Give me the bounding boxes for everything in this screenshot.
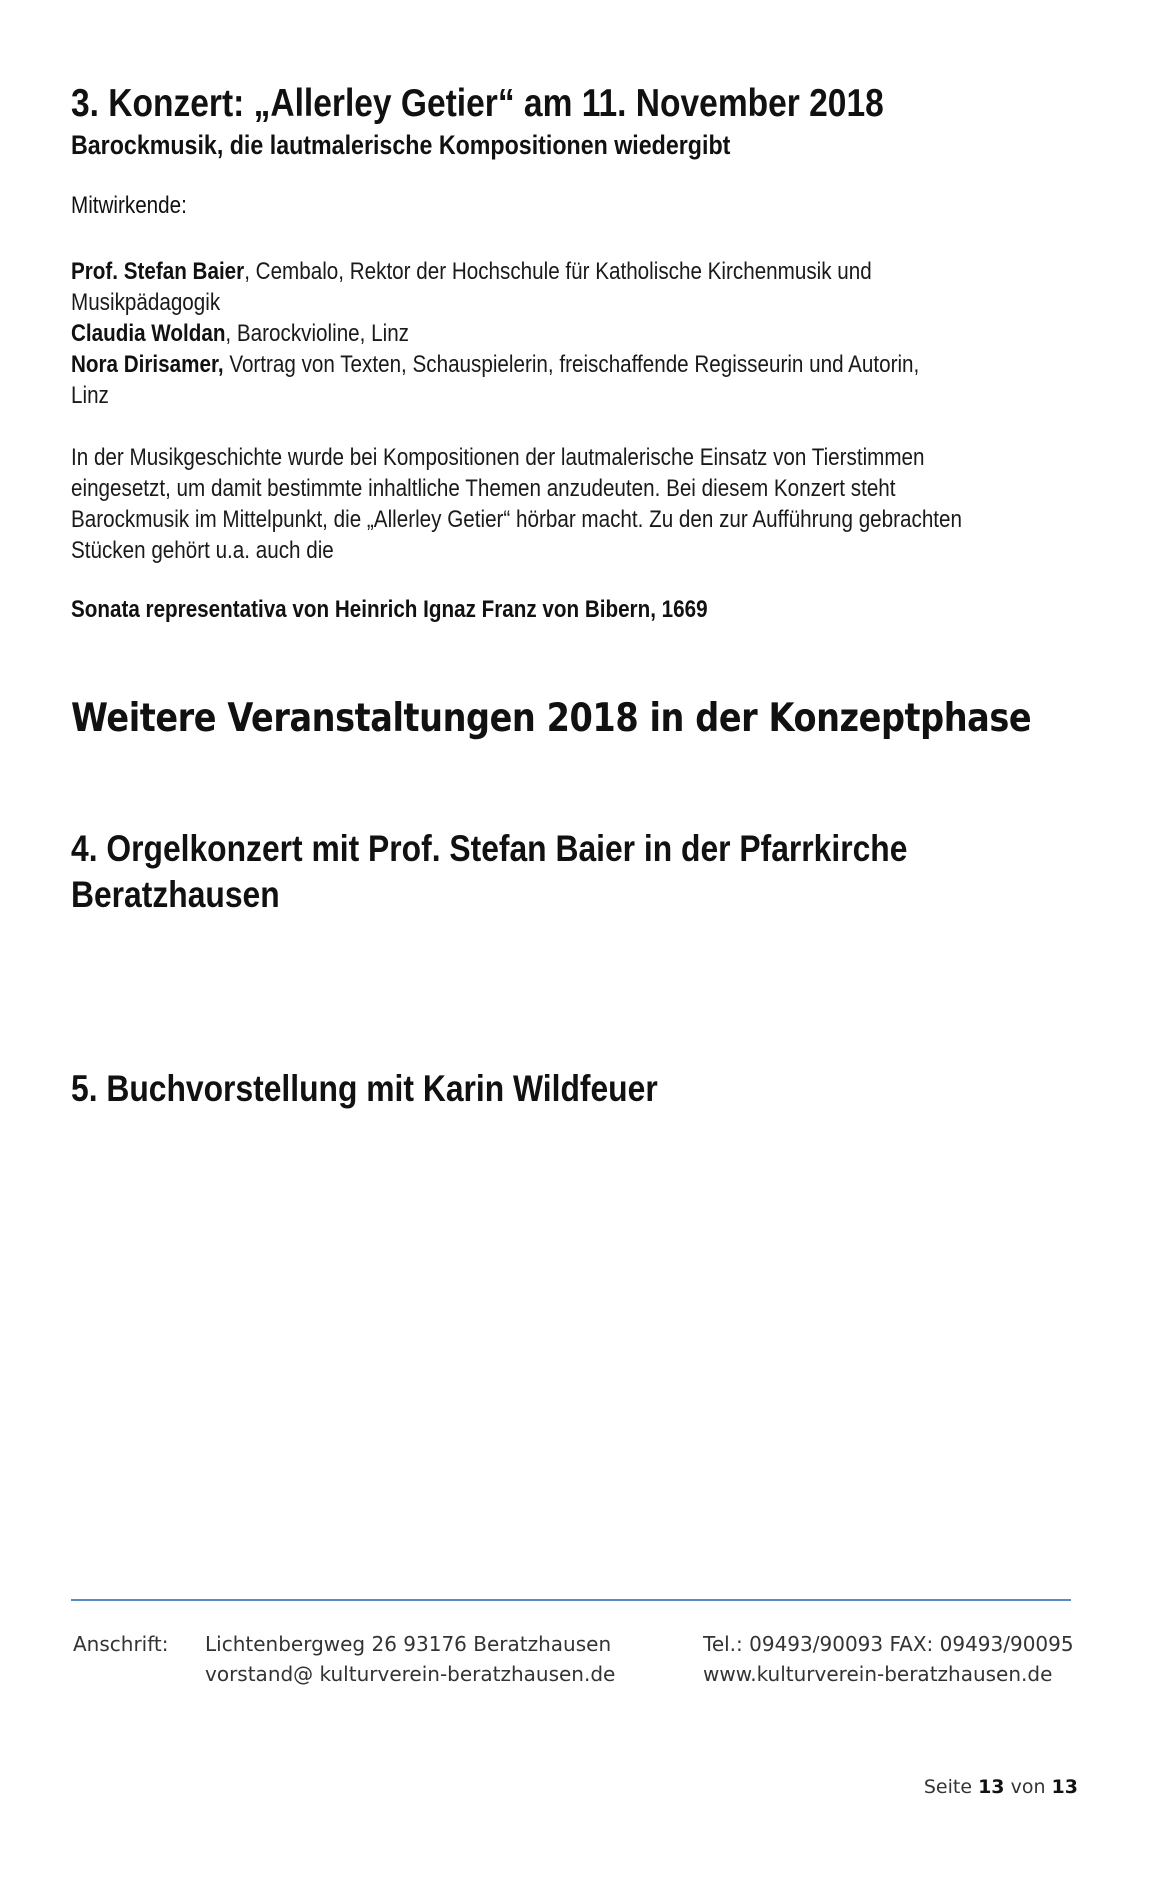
participant-line: Nora Dirisamer, Vortrag von Texten, Schauspielerin, freischaffende Regisseurin und Autorin, [71, 351, 920, 378]
event-4-heading: 4. Orgelkonzert mit Prof. Stefan Baier in der Pfarrkirche Beratzhausen [71, 828, 908, 915]
description-line: In der Musikgeschichte wurde bei Kompositionen der lautmalerische Einsatz von Tierstimmen [71, 444, 925, 471]
participant-line: Prof. Stefan Baier, Cembalo, Rektor der Hochschule für Katholische Kirchenmusik und [71, 258, 872, 285]
participant-line: Musikpädagogik [71, 289, 221, 316]
concert-description [71, 442, 1111, 566]
footer-address-label: Anschrift: [73, 1632, 169, 1656]
participant-line: Linz [71, 382, 109, 409]
further-events-heading: Weitere Veranstaltungen 2018 in der Konzeptphase [71, 696, 1032, 741]
concert-heading: 3. Konzert: „Allerley Getier“ am 11. November 2018 [71, 82, 884, 125]
footer-phone-fax: Tel.: 09493/90093 FAX: 09493/90095 [703, 1632, 1074, 1656]
description-line: eingesetzt, um damit bestimmte inhaltliche Themen anzudeuten. Bei diesem Konzert steht [71, 475, 896, 502]
footer-contact [703, 1629, 1074, 1689]
participants-list [71, 256, 1111, 411]
participant-line: Claudia Woldan, Barockvioline, Linz [71, 320, 409, 347]
description-line: Stücken gehört u.a. auch die [71, 537, 334, 564]
featured-work: Sonata representativa von Heinrich Ignaz Franz von Bibern, 1669 [71, 596, 708, 623]
concert-subtitle: Barockmusik, die lautmalerische Kompositionen wiedergibt [71, 130, 731, 160]
footer-website: www.kulturverein-beratzhausen.de [703, 1662, 1053, 1686]
footer-address [205, 1629, 615, 1689]
event-5-heading: 5. Buchvorstellung mit Karin Wildfeuer [71, 1068, 658, 1109]
page-number: Seite 13 von 13 [923, 1776, 1078, 1798]
description-line: Barockmusik im Mittelpunkt, die „Allerley Getier“ hörbar macht. Zu den zur Aufführung gebrachten [71, 506, 962, 533]
footer-street: Lichtenbergweg 26 93176 Beratzhausen [205, 1632, 612, 1656]
footer-email: vorstand@ kulturverein-beratzhausen.de [205, 1662, 616, 1686]
footer-divider [71, 1599, 1071, 1601]
participants-label: Mitwirkende: [71, 192, 187, 219]
